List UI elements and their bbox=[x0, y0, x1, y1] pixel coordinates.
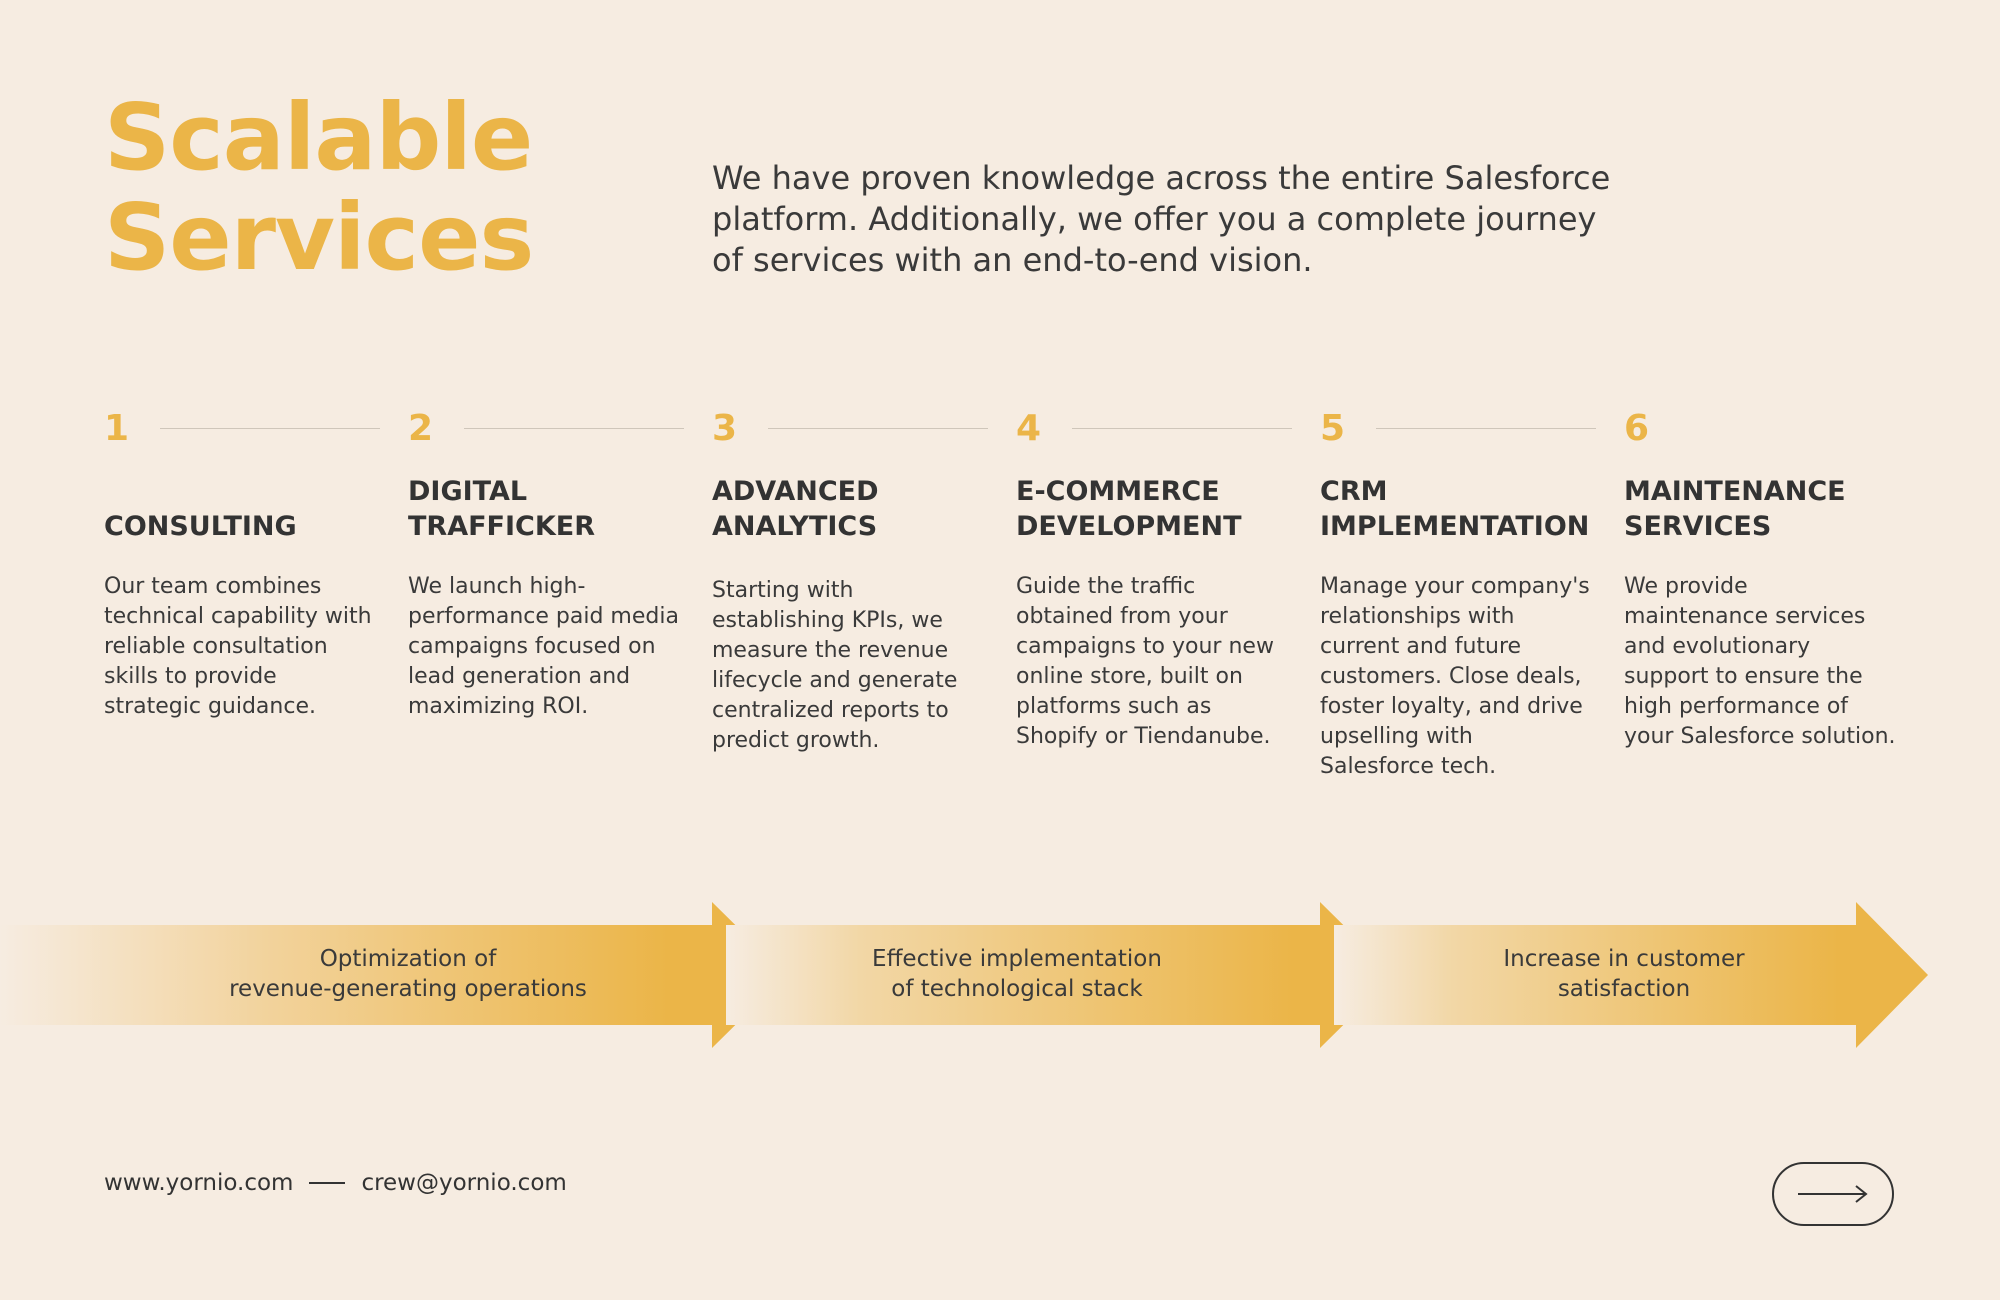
step-title: CRM IMPLEMENTATION bbox=[1320, 476, 1590, 542]
step-number: 3 bbox=[712, 407, 738, 449]
step-title: CONSULTING bbox=[104, 511, 297, 542]
step-description: Our team combines technical capability with reliable consultation skills to provide strategic guidance. bbox=[104, 574, 372, 719]
step-description: Starting with establishing KPIs, we measure the revenue lifecycle and generate centralized reports to predict growth. bbox=[712, 578, 958, 753]
step-maintenance-services bbox=[1624, 404, 1904, 749]
outcome-arrow-1 bbox=[0, 902, 786, 1048]
step-description: We provide maintenance services and evolutionary support to ensure the high performance of your Salesforce solution. bbox=[1624, 574, 1896, 749]
step-digital-trafficker bbox=[408, 404, 688, 719]
step-divider bbox=[1072, 428, 1292, 429]
outcome-arrow-2 bbox=[726, 902, 1394, 1048]
step-crm-implementation bbox=[1320, 404, 1600, 779]
step-title: ADVANCED ANALYTICS bbox=[712, 476, 879, 542]
step-divider bbox=[464, 428, 684, 429]
step-number: 1 bbox=[104, 407, 130, 449]
outcome-label: Increase in customer satisfaction bbox=[1503, 946, 1745, 1002]
outcome-label: Optimization of revenue-generating operations bbox=[229, 946, 587, 1002]
outcome-label: Effective implementation of technological stack bbox=[872, 946, 1162, 1002]
step-description: Manage your company's relationships with current and future customers. Close deals, foster loyalty, and drive upselling with Salesforce tech. bbox=[1320, 574, 1590, 779]
step-number: 5 bbox=[1320, 407, 1346, 449]
step-ecommerce-development bbox=[1016, 404, 1296, 749]
email-link[interactable]: crew@yornio.com bbox=[361, 1170, 567, 1196]
intro-text: We have proven knowledge across the entire Salesforce platform. Additionally, we offer you a complete journey of services with an end-to-end vision. bbox=[712, 159, 1611, 279]
next-button[interactable] bbox=[1772, 1162, 1894, 1226]
step-title: MAINTENANCE SERVICES bbox=[1624, 476, 1846, 542]
step-title: DIGITAL TRAFFICKER bbox=[408, 476, 596, 542]
step-consulting bbox=[104, 404, 384, 719]
step-number: 2 bbox=[408, 407, 434, 449]
step-divider bbox=[160, 428, 380, 429]
step-description: We launch high-performance paid media campaigns focused on lead generation and maximizing ROI. bbox=[408, 574, 679, 719]
page-title bbox=[104, 84, 534, 291]
title-line-1: Scalable bbox=[104, 84, 533, 191]
footer-separator bbox=[309, 1182, 345, 1184]
arrow-right-icon bbox=[1796, 1184, 1870, 1204]
step-description: Guide the traffic obtained from your campaigns to your new online store, built on platforms such as Shopify or Tiendanube. bbox=[1016, 574, 1274, 749]
step-divider bbox=[1376, 428, 1596, 429]
title-line-2: Services bbox=[104, 184, 534, 291]
step-advanced-analytics bbox=[712, 404, 992, 753]
step-number: 4 bbox=[1016, 407, 1042, 449]
step-divider bbox=[768, 428, 988, 429]
outcome-arrow-3 bbox=[1334, 902, 1928, 1048]
step-title: E-COMMERCE DEVELOPMENT bbox=[1016, 476, 1242, 542]
step-number: 6 bbox=[1624, 407, 1650, 449]
website-link[interactable]: www.yornio.com bbox=[104, 1170, 294, 1196]
footer-contact bbox=[104, 1170, 567, 1196]
